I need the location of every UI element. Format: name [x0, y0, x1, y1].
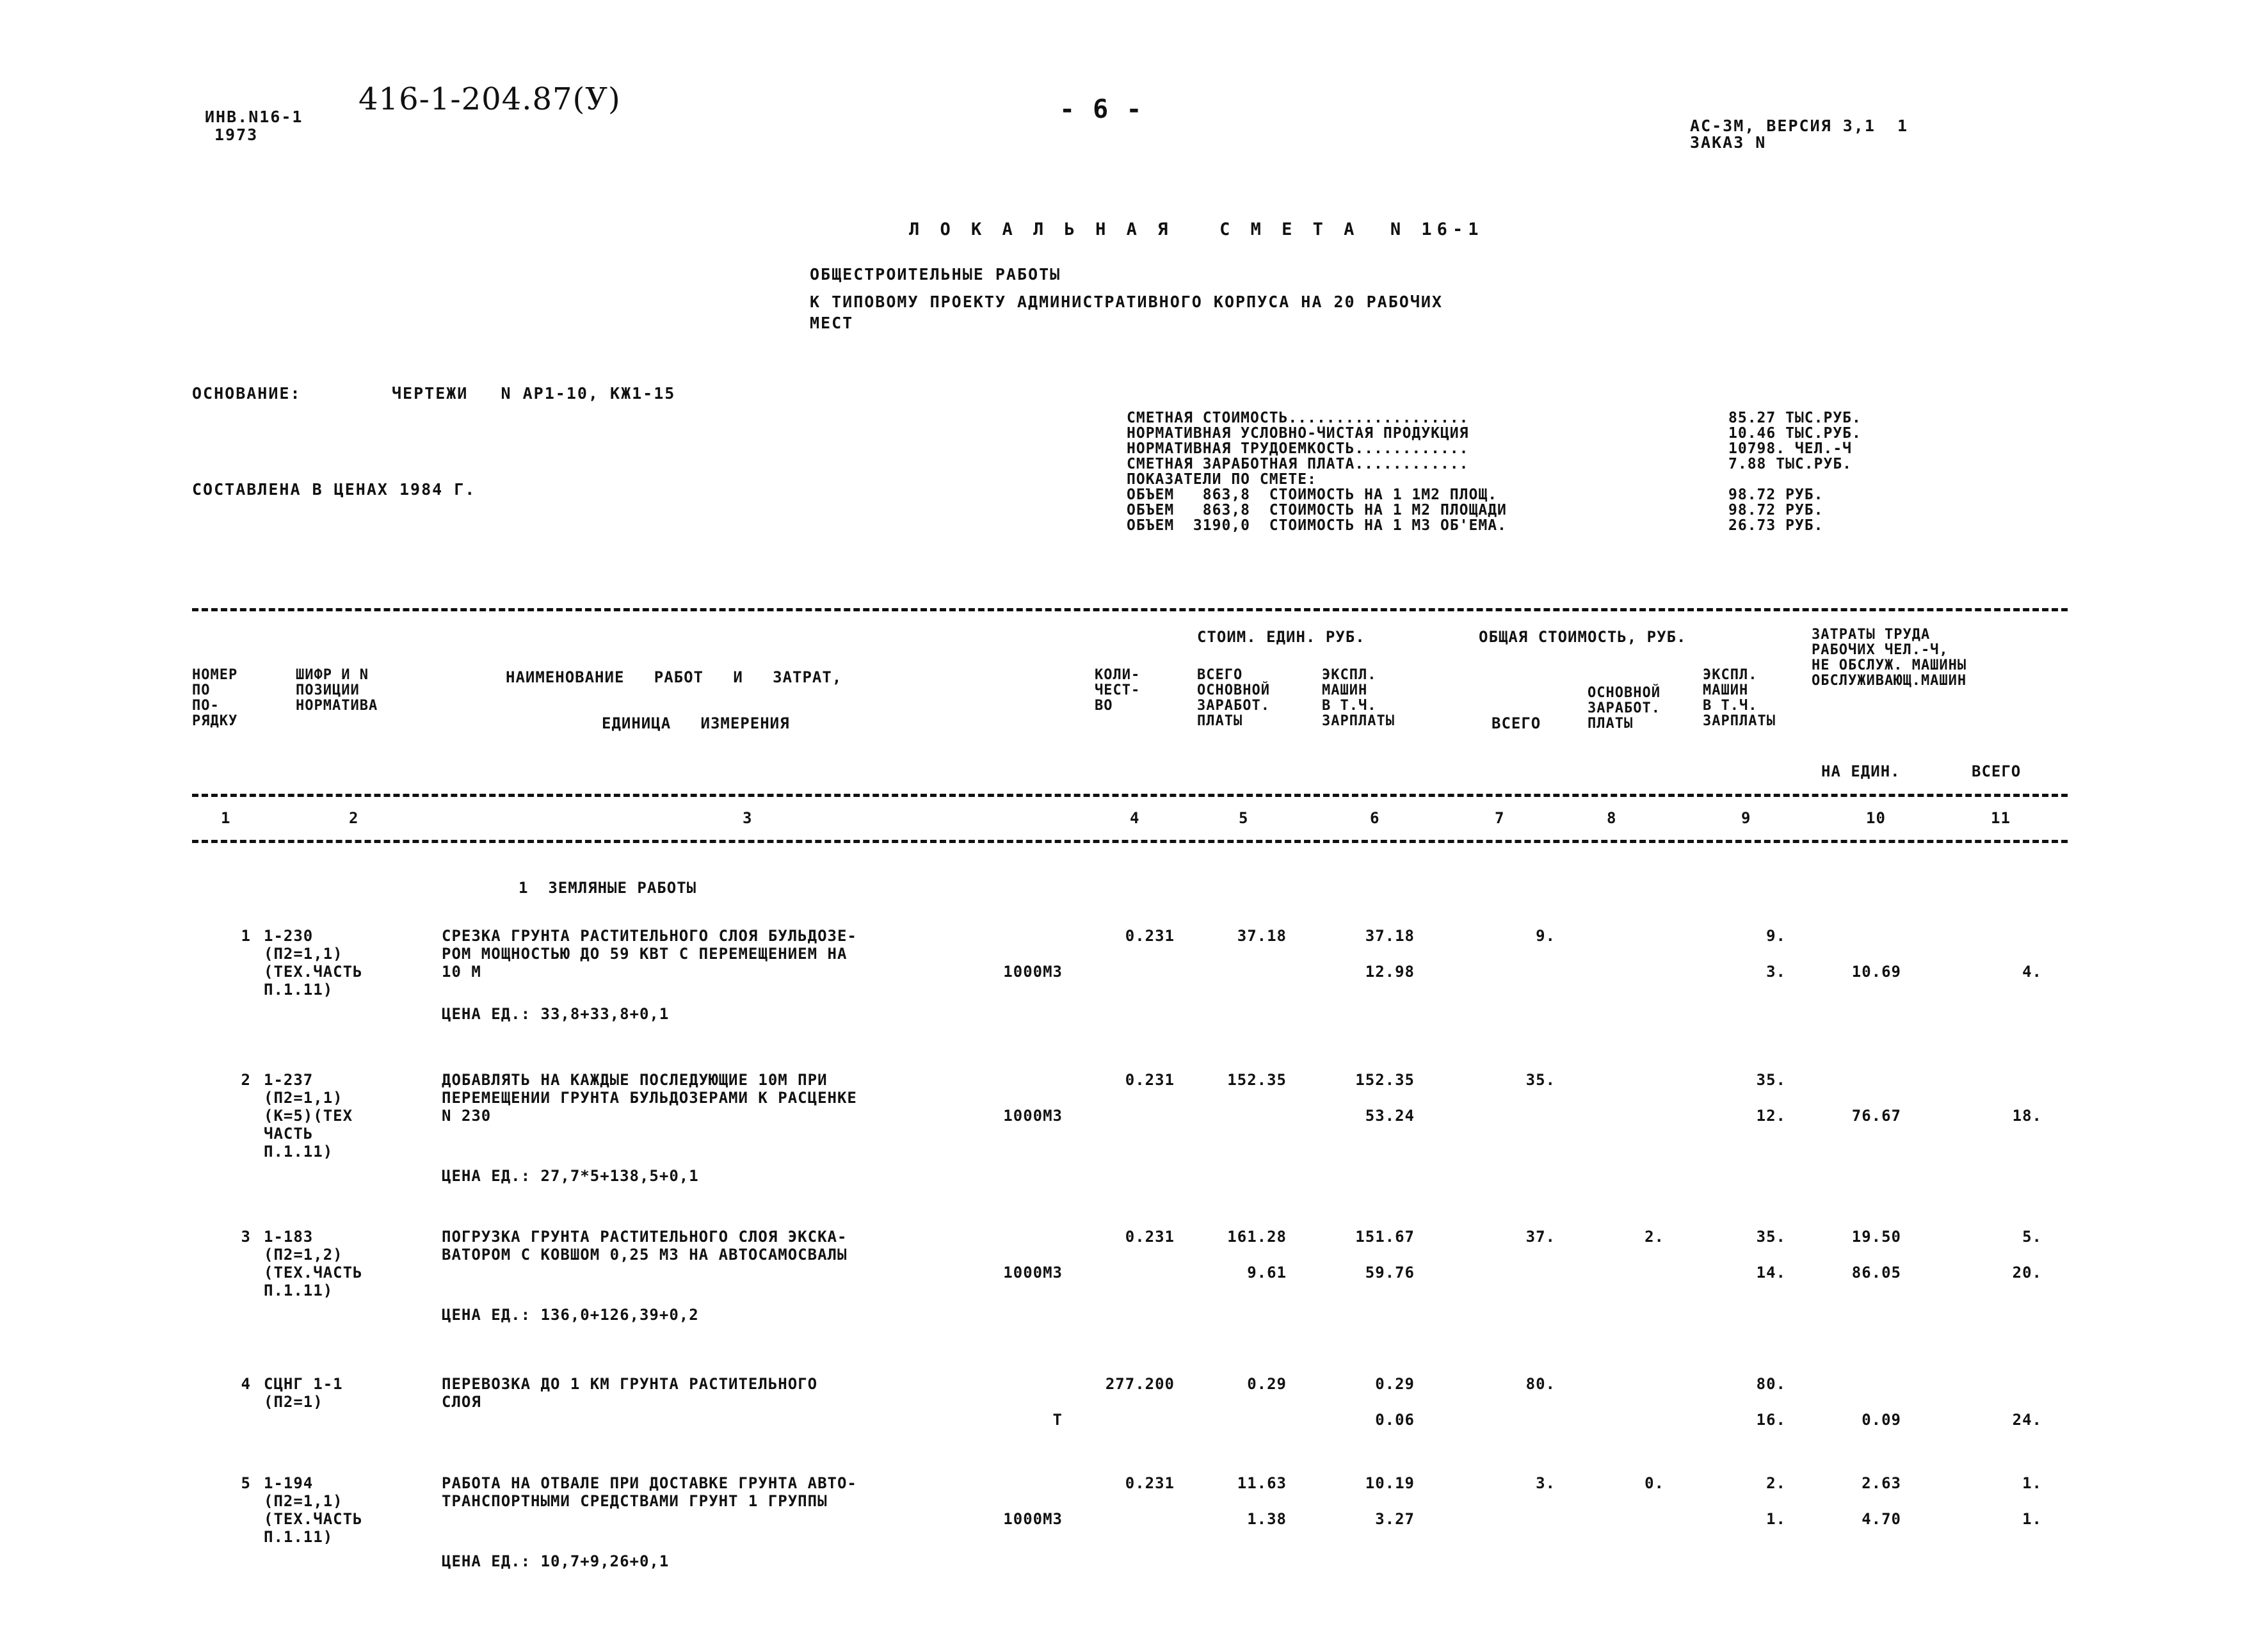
row-v5-value: 37.18	[1237, 927, 1287, 945]
col11-header: ВСЕГО	[1972, 762, 2022, 780]
subtitle-line-1: ОБЩЕСТРОИТЕЛЬНЫЕ РАБОТЫ	[810, 265, 1061, 284]
row-code: 1-237	[264, 1071, 314, 1089]
summary-label: СМЕТНАЯ ЗАРАБОТНАЯ ПЛАТА............	[1127, 456, 1469, 472]
row-v6b-value: 59.76	[1365, 1264, 1415, 1282]
row-qty-value: 0.231	[1125, 1228, 1175, 1246]
column-number: 2	[349, 809, 359, 827]
row-qty-value: 277.200	[1105, 1375, 1175, 1393]
row-v11b-value: 1.	[2022, 1510, 2042, 1528]
row-v11b-value: 18.	[2012, 1107, 2042, 1125]
row-work-name: N 230	[442, 1107, 492, 1125]
row-work-name: ТРАНСПОРТНЫМИ СРЕДСТВАМИ ГРУНТ 1 ГРУППЫ	[442, 1492, 828, 1510]
header-line: НОРМАТИВА	[296, 698, 378, 714]
summary-label: НОРМАТИВНАЯ ТРУДОЕМКОСТЬ............	[1127, 440, 1469, 457]
header-line: ПОЗИЦИИ	[296, 682, 360, 698]
row-v6-value: 151.67	[1355, 1228, 1415, 1246]
inventory-number: ИНВ.N16-1	[205, 108, 303, 126]
column-number: 9	[1741, 809, 1751, 827]
row-v9b-value: 12.	[1756, 1107, 1786, 1125]
header-line: ОБСЛУЖИВАЮЩ.МАШИН	[1812, 673, 1967, 689]
row-v5-value: 11.63	[1237, 1474, 1287, 1492]
header-line: НЕ ОБСЛУЖ. МАШИНЫ	[1812, 657, 1967, 673]
table-top-rule	[192, 608, 2068, 611]
header-line: ОСНОВНОЙ	[1588, 685, 1661, 701]
row-code: (П2=1,1)	[264, 1089, 343, 1107]
row-v6-value: 152.35	[1355, 1071, 1415, 1089]
header-line: ОСНОВНОЙ	[1197, 682, 1270, 698]
row-work-name: ПЕРЕМЕЩЕНИИ ГРУНТА БУЛЬДОЗЕРАМИ К РАСЦЕНКЕ	[442, 1089, 857, 1107]
basis-drawings: ЧЕРТЕЖИ N АР1-10, КЖ1-15	[392, 384, 676, 403]
header-line: ПЛАТЫ	[1588, 716, 1634, 732]
row-code: П.1.11)	[264, 1143, 334, 1161]
row-v11b-value: 24.	[2012, 1411, 2042, 1429]
row-number: 5	[241, 1474, 251, 1492]
row-code: 1-183	[264, 1228, 314, 1246]
summary-value: 98.72 РУБ.	[1728, 486, 1824, 503]
row-v9-value: 35.	[1756, 1228, 1786, 1246]
row-work-name: РОМ МОЩНОСТЬЮ ДО 59 КВТ С ПЕРЕМЕЩЕНИЕМ НА	[442, 945, 848, 963]
row-v9b-value: 1.	[1766, 1510, 1786, 1528]
summary-label: ОБЪЕМ 863,8 СТОИМОСТЬ НА 1 1М2 ПЛОЩ.	[1127, 486, 1498, 503]
row-v11b-value: 20.	[2012, 1264, 2042, 1282]
row-v5-value: 161.28	[1227, 1228, 1287, 1246]
basis-label: ОСНОВАНИЕ:	[192, 384, 302, 403]
header-line: КОЛИ-	[1095, 667, 1141, 683]
column-number: 10	[1866, 809, 1886, 827]
inventory-year: 1973	[214, 125, 259, 144]
row-unit: 1000М3	[1003, 1510, 1063, 1528]
row-code: (П2=1)	[264, 1393, 323, 1411]
header-line: РЯДКУ	[192, 713, 238, 729]
row-v10-value: 19.50	[1851, 1228, 1901, 1246]
row-unit-price: ЦЕНА ЕД.: 136,0+126,39+0,2	[442, 1306, 699, 1324]
row-v10-value: 2.63	[1862, 1474, 1901, 1492]
row-qty-value: 0.231	[1125, 1474, 1175, 1492]
row-work-name: ДОБАВЛЯТЬ НА КАЖДЫЕ ПОСЛЕДУЮЩИЕ 10М ПРИ	[442, 1071, 828, 1089]
row-code: (П2=1,1)	[264, 1492, 343, 1510]
row-code: (П2=1,1)	[264, 945, 343, 963]
row-v10b-value: 4.70	[1862, 1510, 1901, 1528]
summary-value: 7.88 ТЫС.РУБ.	[1728, 456, 1853, 472]
header-line: НОМЕР	[192, 667, 238, 683]
row-v9-value: 35.	[1756, 1071, 1786, 1089]
row-number: 2	[241, 1071, 251, 1089]
header-line: ПО-	[192, 698, 220, 714]
row-unit-price: ЦЕНА ЕД.: 33,8+33,8+0,1	[442, 1005, 670, 1023]
row-code: П.1.11)	[264, 1528, 334, 1546]
row-code: СЦНГ 1-1	[264, 1375, 343, 1393]
row-qty-value: 0.231	[1125, 1071, 1175, 1089]
summary-label: ОБЪЕМ 863,8 СТОИМОСТЬ НА 1 М2 ПЛОЩАДИ	[1127, 502, 1507, 519]
header-line: ЗАТРАТЫ ТРУДА	[1812, 627, 1931, 643]
subtitle-line-2: К ТИПОВОМУ ПРОЕКТУ АДМИНИСТРАТИВНОГО КОРПУСА НА 20 РАБОЧИХ	[810, 293, 1443, 311]
row-v6b-value: 3.27	[1375, 1510, 1415, 1528]
row-unit-price: ЦЕНА ЕД.: 27,7*5+138,5+0,1	[442, 1167, 699, 1185]
row-number: 3	[241, 1228, 251, 1246]
row-v6b-value: 12.98	[1365, 963, 1415, 981]
row-work-name: 10 М	[442, 963, 481, 981]
row-v5-value: 152.35	[1227, 1071, 1287, 1089]
row-qty-value: 0.231	[1125, 927, 1175, 945]
column-number: 7	[1495, 809, 1505, 827]
row-unit-price: ЦЕНА ЕД.: 10,7+9,26+0,1	[442, 1552, 670, 1570]
header-line: МАШИН	[1322, 682, 1368, 698]
col3-header-unit: ЕДИНИЦА ИЗМЕРЕНИЯ	[602, 714, 790, 732]
handwritten-project-code: 416-1-204.87(У)	[358, 81, 621, 117]
row-v5b-value: 1.38	[1247, 1510, 1287, 1528]
row-v10b-value: 10.69	[1851, 963, 1901, 981]
header-line: В Т.Ч.	[1703, 698, 1758, 714]
section-title: 1 ЗЕМЛЯНЫЕ РАБОТЫ	[519, 879, 697, 897]
header-line: ВСЕГО	[1197, 667, 1243, 683]
row-v10b-value: 76.67	[1851, 1107, 1901, 1125]
row-v7-value: 80.	[1525, 1375, 1556, 1393]
header-bottom-rule	[192, 794, 2068, 797]
col7-header: ВСЕГО	[1492, 714, 1541, 732]
row-code: (ТЕХ.ЧАСТЬ	[264, 1510, 363, 1528]
header-line: ЭКСПЛ.	[1322, 667, 1377, 683]
row-unit: 1000М3	[1003, 1264, 1063, 1282]
price-basis: СОСТАВЛЕНА В ЦЕНАХ 1984 Г.	[192, 480, 476, 499]
row-code: ЧАСТЬ	[264, 1125, 314, 1143]
column-number: 3	[743, 809, 753, 827]
row-code: 1-194	[264, 1474, 314, 1492]
header-line: ВО	[1095, 698, 1113, 714]
column-number: 5	[1239, 809, 1249, 827]
column-number: 1	[221, 809, 231, 827]
summary-label: ОБЪЕМ 3190,0 СТОИМОСТЬ НА 1 М3 ОБ'ЕМА.	[1127, 517, 1507, 534]
summary-value: 10798. ЧЕЛ.-Ч	[1728, 440, 1853, 457]
order-label: ЗАКАЗ N	[1690, 133, 1767, 152]
row-work-name: СЛОЯ	[442, 1393, 481, 1411]
row-v9b-value: 16.	[1756, 1411, 1786, 1429]
summary-value: 98.72 РУБ.	[1728, 502, 1824, 519]
row-unit: Т	[1052, 1411, 1063, 1429]
header-line: В Т.Ч.	[1322, 698, 1377, 714]
summary-value: 26.73 РУБ.	[1728, 517, 1824, 534]
header-line: ЗАРПЛАТЫ	[1703, 713, 1776, 729]
col79-header: ОБЩАЯ СТОИМОСТЬ, РУБ.	[1479, 628, 1687, 646]
row-v9-value: 80.	[1756, 1375, 1786, 1393]
summary-label: НОРМАТИВНАЯ УСЛОВНО-ЧИСТАЯ ПРОДУКЦИЯ	[1127, 425, 1469, 442]
header-line: ШИФР И N	[296, 667, 369, 683]
column-number: 11	[1991, 809, 2011, 827]
row-number: 1	[241, 927, 251, 945]
row-code: П.1.11)	[264, 981, 334, 999]
summary-value: 10.46 ТЫС.РУБ.	[1728, 425, 1862, 442]
row-code: (К=5)(ТЕХ	[264, 1107, 353, 1125]
row-work-name: РАБОТА НА ОТВАЛЕ ПРИ ДОСТАВКЕ ГРУНТА АВТО-	[442, 1474, 857, 1492]
row-number: 4	[241, 1375, 251, 1393]
row-v7-value: 35.	[1525, 1071, 1556, 1089]
header-line: ЧЕСТ-	[1095, 682, 1141, 698]
summary-label: СМЕТНАЯ СТОИМОСТЬ...................	[1127, 410, 1469, 426]
header-line: ЭКСПЛ.	[1703, 667, 1758, 683]
row-code: П.1.11)	[264, 1282, 334, 1299]
row-code: 1-230	[264, 927, 314, 945]
column-number: 6	[1370, 809, 1380, 827]
row-code: (ТЕХ.ЧАСТЬ	[264, 1264, 363, 1282]
row-v5-value: 0.29	[1247, 1375, 1287, 1393]
col3-header-title: НАИМЕНОВАНИЕ РАБОТ И ЗАТРАТ,	[506, 668, 842, 686]
header-line: ЗАРПЛАТЫ	[1322, 713, 1395, 729]
summary-label: ПОКАЗАТЕЛИ ПО СМЕТЕ:	[1127, 471, 1317, 488]
row-v8-value: 0.	[1645, 1474, 1664, 1492]
row-code: (ТЕХ.ЧАСТЬ	[264, 963, 363, 981]
document-title: Л О К А Л Ь Н А Я С М Е Т А N 16-1	[909, 220, 1484, 239]
row-v7-value: 37.	[1525, 1228, 1556, 1246]
row-work-name: СРЕЗКА ГРУНТА РАСТИТЕЛЬНОГО СЛОЯ БУЛЬДОЗЕ-	[442, 927, 857, 945]
header-line: ЗАРАБОТ.	[1197, 698, 1270, 714]
row-v6-value: 37.18	[1365, 927, 1415, 945]
row-unit: 1000М3	[1003, 963, 1063, 981]
row-v7-value: 3.	[1536, 1474, 1556, 1492]
row-v11-value: 1.	[2022, 1474, 2042, 1492]
row-v11b-value: 4.	[2022, 963, 2042, 981]
row-v7-value: 9.	[1536, 927, 1556, 945]
row-work-name: ПОГРУЗКА ГРУНТА РАСТИТЕЛЬНОГО СЛОЯ ЭКСКА-	[442, 1228, 848, 1246]
row-v6-value: 0.29	[1375, 1375, 1415, 1393]
row-v9b-value: 3.	[1766, 963, 1786, 981]
row-v10b-value: 0.09	[1862, 1411, 1901, 1429]
row-v6b-value: 0.06	[1375, 1411, 1415, 1429]
row-v11-value: 5.	[2022, 1228, 2042, 1246]
column-number: 4	[1130, 809, 1140, 827]
header-line: ПО	[192, 682, 211, 698]
col10-header: НА ЕДИН.	[1821, 762, 1901, 780]
row-v8-value: 2.	[1645, 1228, 1664, 1246]
subtitle-line-3: МЕСТ	[810, 314, 854, 332]
row-v9-value: 9.	[1766, 927, 1786, 945]
row-unit: 1000М3	[1003, 1107, 1063, 1125]
row-v10b-value: 86.05	[1851, 1264, 1901, 1282]
row-v6b-value: 53.24	[1365, 1107, 1415, 1125]
row-work-name: ВАТОРОМ С КОВШОМ 0,25 М3 НА АВТОСАМОСВАЛЫ	[442, 1246, 848, 1264]
row-v9b-value: 14.	[1756, 1264, 1786, 1282]
row-v6-value: 10.19	[1365, 1474, 1415, 1492]
header-line: РАБОЧИХ ЧЕЛ.-Ч,	[1812, 642, 1949, 658]
column-numbers-rule	[192, 840, 2068, 843]
header-line: МАШИН	[1703, 682, 1749, 698]
software-version: АС-3М, ВЕРСИЯ 3,1 1	[1690, 117, 1909, 135]
header-line: ЗАРАБОТ.	[1588, 700, 1661, 716]
row-v9-value: 2.	[1766, 1474, 1786, 1492]
column-number: 8	[1607, 809, 1617, 827]
row-v5b-value: 9.61	[1247, 1264, 1287, 1282]
row-code: (П2=1,2)	[264, 1246, 343, 1264]
col56-header: СТОИМ. ЕДИН. РУБ.	[1197, 628, 1365, 646]
row-work-name: ПЕРЕВОЗКА ДО 1 КМ ГРУНТА РАСТИТЕЛЬНОГО	[442, 1375, 818, 1393]
page-number: - 6 -	[1059, 95, 1143, 124]
header-line: ПЛАТЫ	[1197, 713, 1243, 729]
summary-value: 85.27 ТЫС.РУБ.	[1728, 410, 1862, 426]
